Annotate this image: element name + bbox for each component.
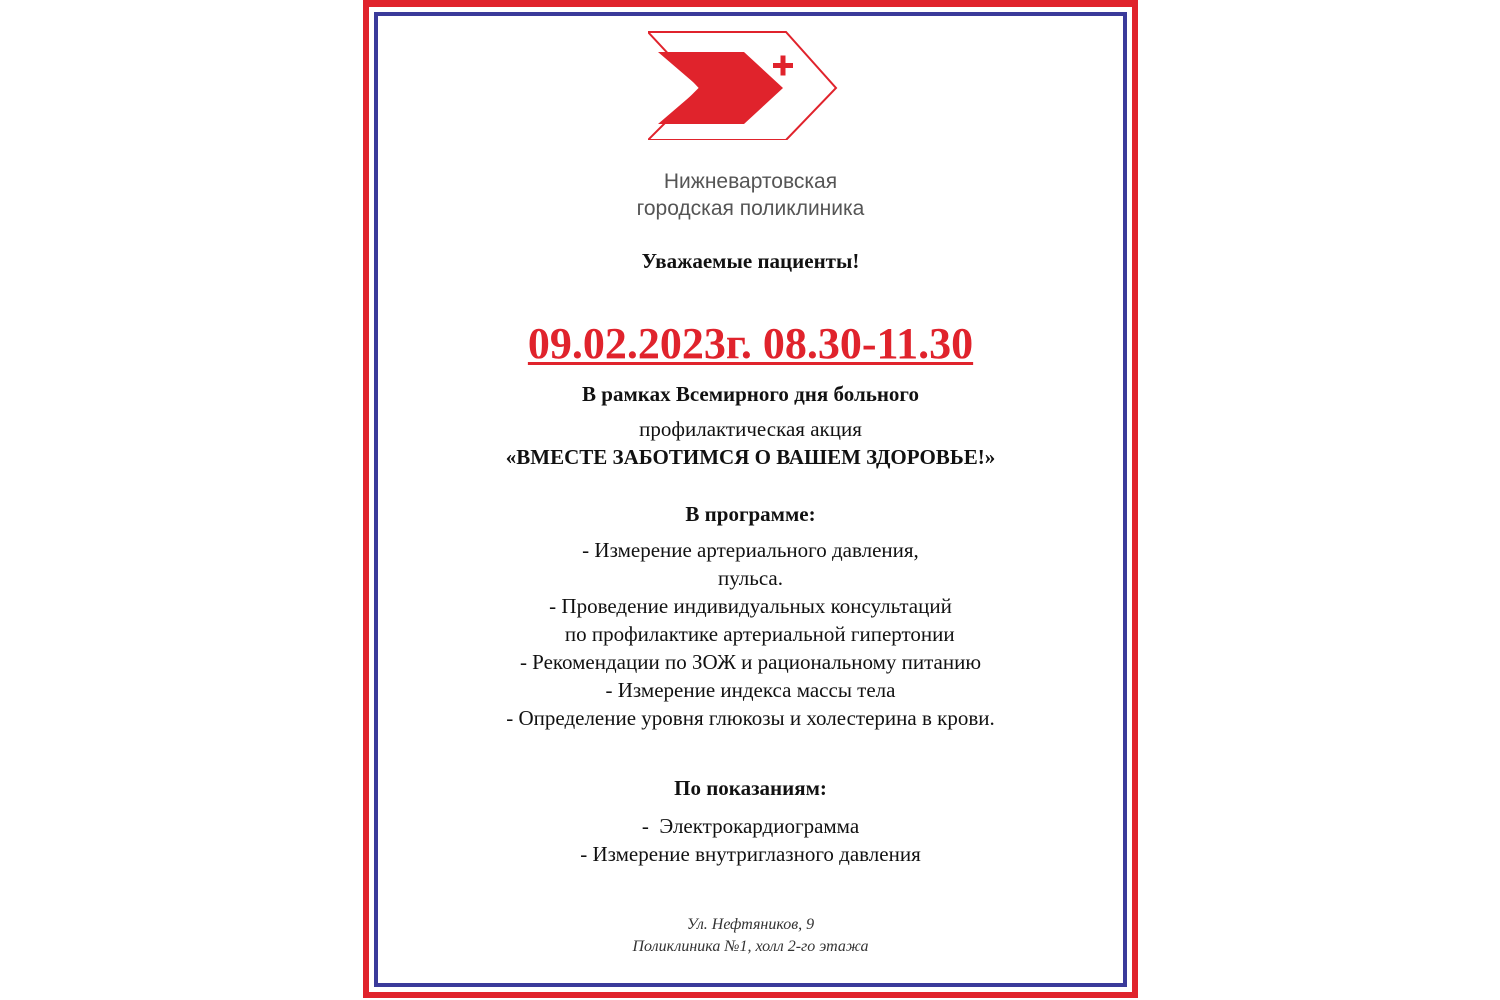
program-line: по профилактике артериальной гипертонии xyxy=(554,622,955,646)
org-name-line2: городская поликлиника xyxy=(636,197,865,220)
program-line: - Определение уровня глюкозы и холестерина в крови. xyxy=(506,706,995,730)
program-line: - Измерение артериального давления, xyxy=(582,538,919,562)
indications-heading: По показаниям: xyxy=(674,776,827,800)
greeting: Уважаемые пациенты! xyxy=(641,249,860,273)
indications-line: - Электрокардиограмма xyxy=(641,814,860,838)
context-line: В рамках Всемирного дня больного xyxy=(582,382,919,406)
address-line2: Поликлиника №1, холл 2-го этажа xyxy=(632,938,869,955)
indications-line: - Измерение внутриглазного давления xyxy=(580,842,921,866)
program-line: - Проведение индивидуальных консультаций xyxy=(549,594,952,618)
program-line: пульса. xyxy=(717,566,784,590)
action-title: «ВМЕСТЕ ЗАБОТИМСЯ О ВАШЕМ ЗДОРОВЬЕ!» xyxy=(505,445,996,469)
action-label: профилактическая акция xyxy=(639,417,862,441)
program-line: - Рекомендации по ЗОЖ и рациональному питанию xyxy=(519,650,982,674)
clinic-logo-icon xyxy=(648,30,848,140)
poster-content xyxy=(378,16,1123,983)
program-heading: В программе: xyxy=(685,502,816,526)
program-line: - Измерение индекса массы тела xyxy=(605,678,896,702)
address-line1: Ул. Нефтяников, 9 xyxy=(686,916,815,933)
org-name-line1: Нижневартовская xyxy=(663,170,838,193)
event-datetime: 09.02.2023г. 08.30-11.30 xyxy=(527,319,974,368)
